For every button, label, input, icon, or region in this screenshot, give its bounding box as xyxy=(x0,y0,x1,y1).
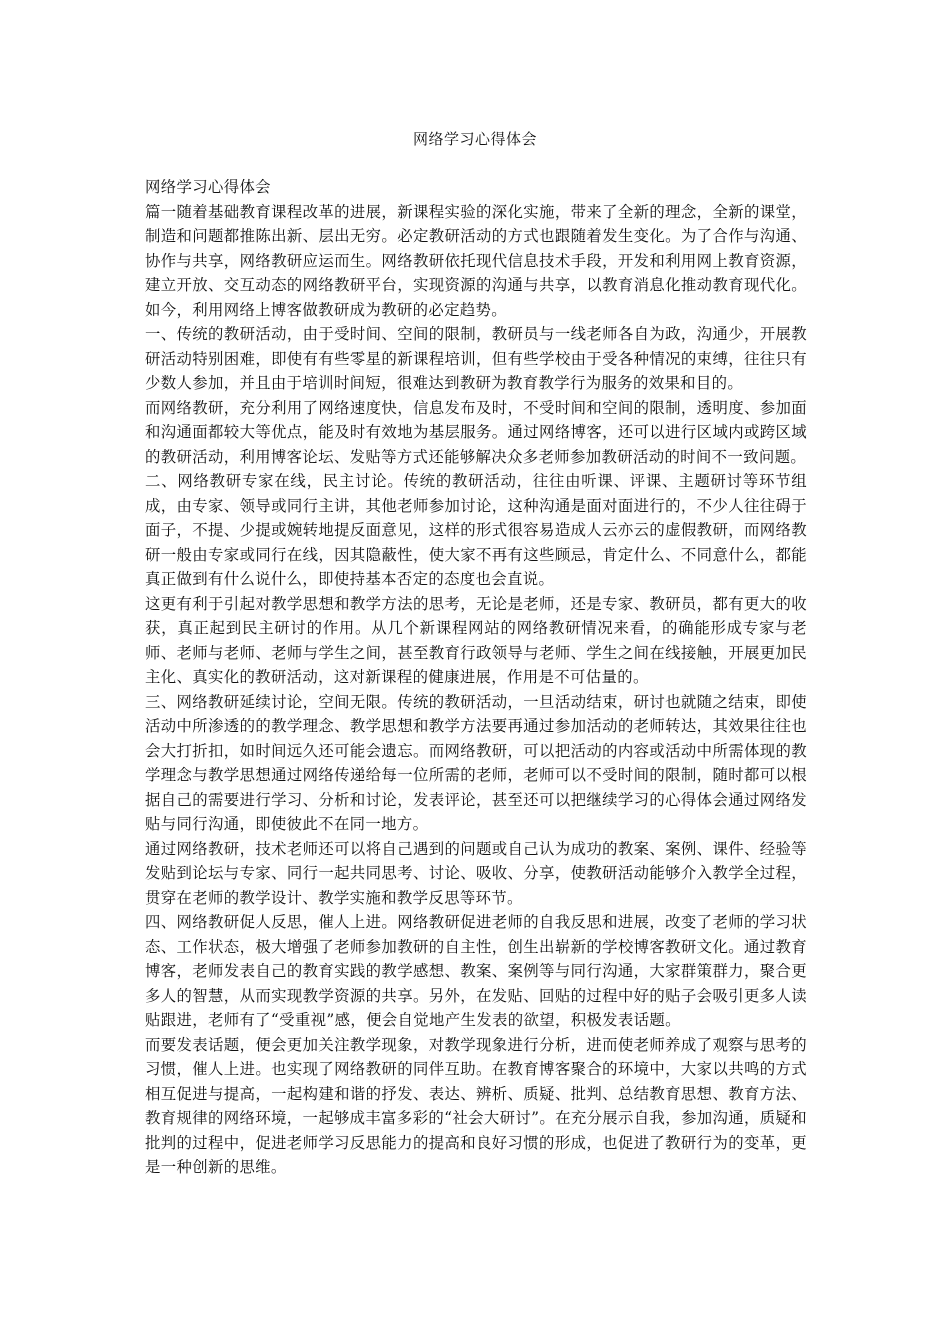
document-body xyxy=(145,175,807,1180)
body-paragraph: 二、网络教研专家在线，民主讨论。传统的教研活动，往往由听课、评课、主题研讨等环节组成，由专家、领导或同行主讲，其他老师参加讨论，这种沟通是面对面进行的，不少人往往碍于面子，不提、少提或婉转地提反面意见，这样的形式很容易造成人云亦云的虚假教研，而网络教研一般由专家或同行在线，因其隐蔽性，使大家不再有这些顾忌，肯定什么、不同意什么，都能真正做到有什么说什么，即使持基本否定的态度也会直说。 xyxy=(145,472,807,588)
body-paragraph: 通过网络教研，技术老师还可以将自己遇到的问题或自己认为成功的教案、案例、课件、经验等发贴到论坛与专家、同行一起共同思考、讨论、吸收、分享，使教研活动能够介入教学全过程，贯穿在老师的教学设计、教学实施和教学反思等环节。 xyxy=(145,839,807,907)
body-paragraph: 一、传统的教研活动，由于受时间、空间的限制，教研员与一线老师各自为政，沟通少，开展教研活动特别困难，即使有有些零星的新课程培训，但有些学校由于受各种情况的束缚，往往只有少数人参加，并且由于培训时间短，很难达到教研为教育教学行为服务的效果和目的。 xyxy=(145,325,807,392)
body-paragraph: 四、网络教研促人反思，催人上进。网络教研促进老师的自我反思和进展，改变了老师的学习状态、工作状态，极大增强了老师参加教研的自主性，创生出崭新的学校博客教研文化。通过教育博客，老师发表自己的教育实践的教学感想、教案、案例等与同行沟通，大家群策群力，聚合更多人的智慧，从而实现教学资源的共享。另外，在发贴、回贴的过程中好的贴子会吸引更多人读贴跟进，老师有了“受重视”感，便会自觉地产生发表的欲望，积极发表话题。 xyxy=(145,913,807,1029)
body-paragraph: 篇一随着基础教育课程改革的进展，新课程实验的深化实施，带来了全新的理念，全新的课堂，制造和问题都推陈出新、层出无穷。必定教研活动的方式也跟随着发生变化。为了合作与沟通、协作与共享，网络教研应运而生。网络教研依托现代信息技术手段，开发和利用网上教育资源，建立开放、交互动态的网络教研平台，实现资源的沟通与共享，以教育消息化推动教育现代化。如今，利用网络上博客做教研成为教研的必定趋势。 xyxy=(145,202,807,319)
body-paragraph: 这更有利于引起对教学思想和教学方法的思考，无论是老师，还是专家、教研员，都有更大的收获，真正起到民主研讨的作用。从几个新课程网站的网络教研情况来看，的确能形成专家与老师、老师与老师、老师与学生之间，甚至教育行政领导与老师、学生之间在线接触，开展更加民主化、真实化的教研活动，这对新课程的健康进展，作用是不可估量的。 xyxy=(145,594,807,686)
body-paragraph: 三、网络教研延续讨论，空间无限。传统的教研活动，一旦活动结束，研讨也就随之结束，即使活动中所渗透的的教学理念、教学思想和教学方法要再通过参加活动的老师转达，其效果往往也会大打折扣，如时间远久还可能会遗忘。而网络教研，可以把活动的内容或活动中所需体现的教学理念与教学思想通过网络传递给每一位所需的老师，老师可以不受时间的限制，随时都可以根据自己的需要进行学习、分析和讨论，发表评论，甚至还可以把继续学习的心得体会通过网络发贴与同行沟通，即使彼此不在同一地方。 xyxy=(145,692,807,833)
document-title: 网络学习心得体会 xyxy=(412,130,537,148)
body-paragraph: 而要发表话题，便会更加关注教学现象，对教学现象进行分析，进而使老师养成了观察与思考的习惯，催人上进。也实现了网络教研的同伴互助。在教育博客聚合的环境中，大家以共鸣的方式相互促进与提高，一起构建和谐的抒发、表达、辨析、质疑、批判、总结教育思想、教育方法、教育规律的网络环境，一起够成丰富多彩的“社会大研讨”。在充分展示自我，参加沟通，质疑和批判的过程中，促进老师学习反思能力的提高和良好习惯的形成，也促进了教研行为的变革，更是一种创新的思维。 xyxy=(145,1035,807,1176)
body-paragraph: 而网络教研，充分利用了网络速度快，信息发布及时，不受时间和空间的限制，透明度、参加面和沟通面都较大等优点，能及时有效地为基层服务。通过网络博客，还可以进行区域内或跨区域的教研活动，利用博客论坛、发贴等方式还能够解决众多老师参加教研活动的时间不一致问题。 xyxy=(145,398,807,466)
subtitle-paragraph: 网络学习心得体会 xyxy=(145,178,271,196)
